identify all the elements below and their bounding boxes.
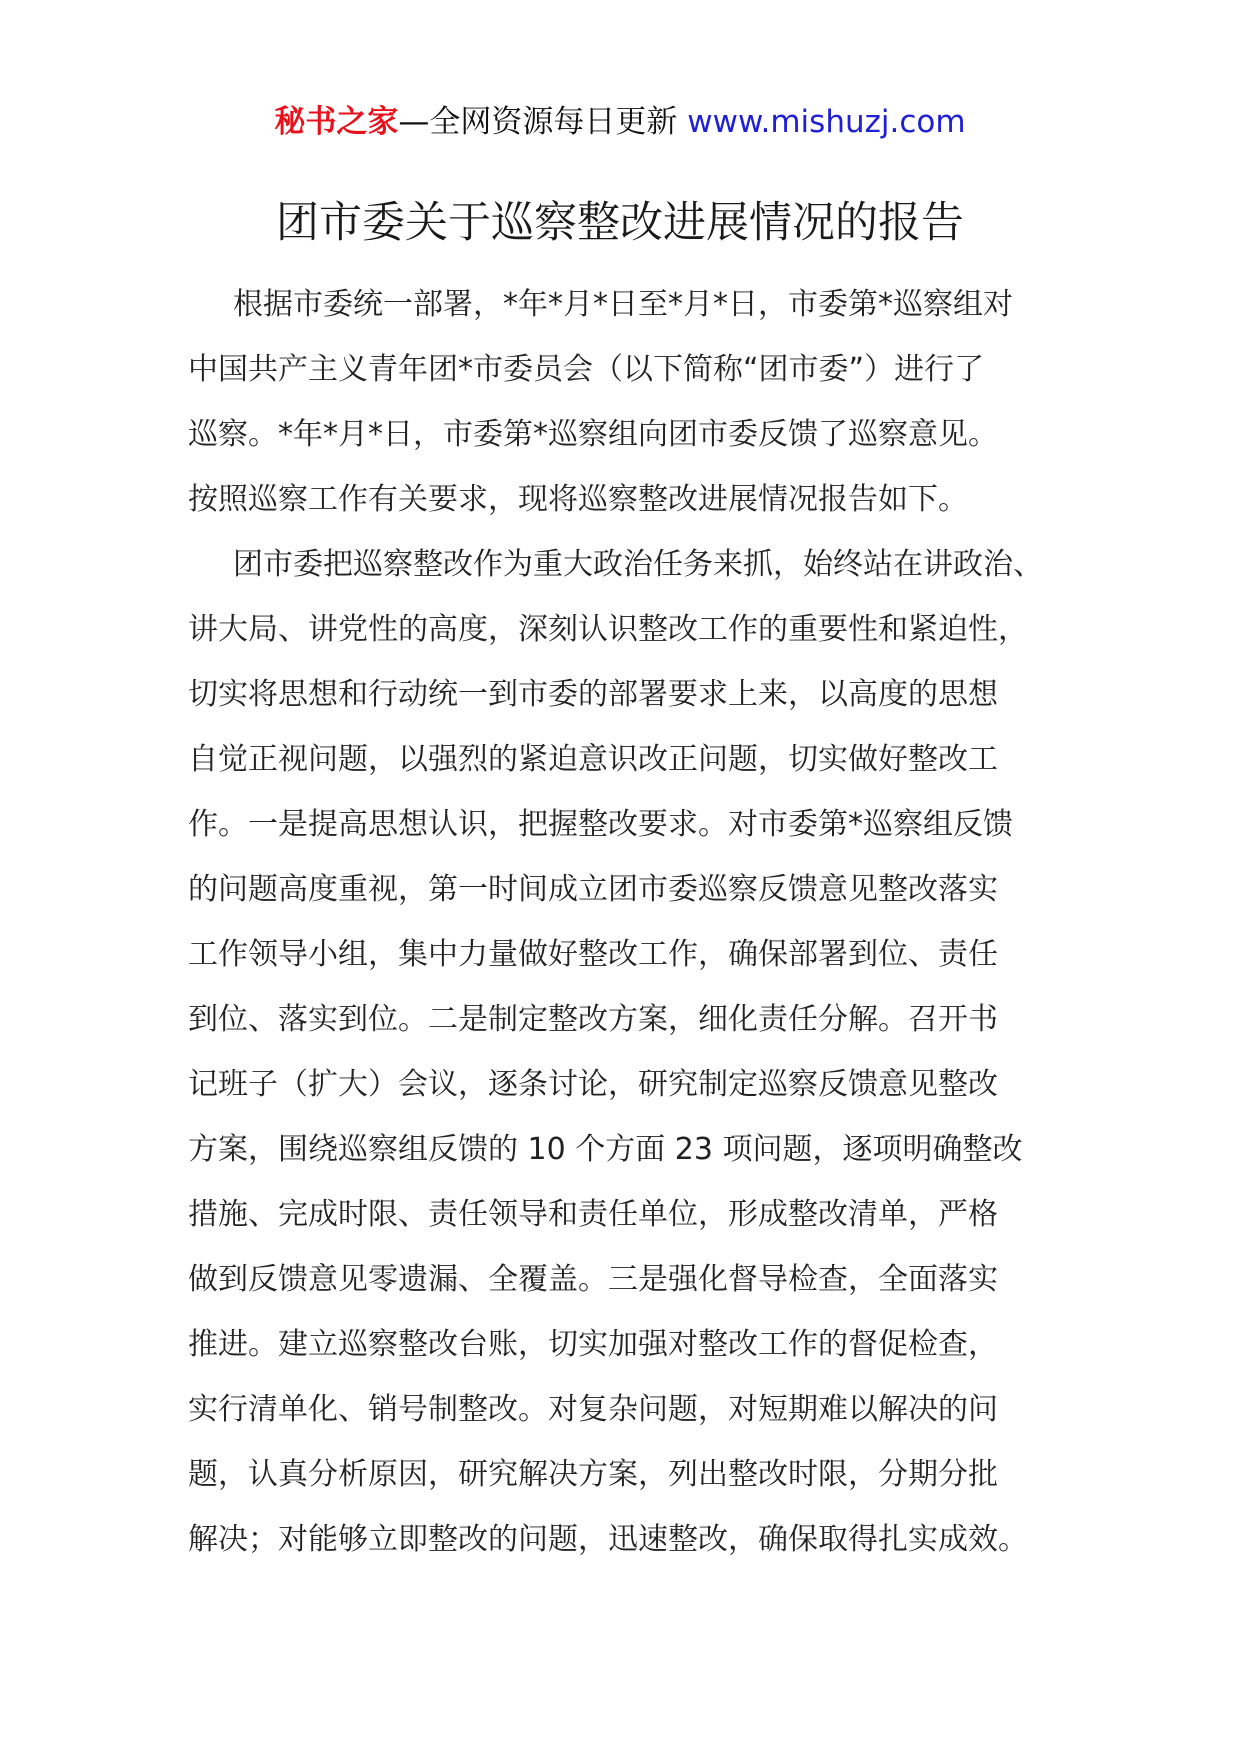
paragraph-line: 的问题高度重视，第一时间成立团市委巡察反馈意见整改落实 bbox=[188, 872, 998, 907]
paragraph-line: 切实将思想和行动统一到市委的部署要求上来，以高度的思想 bbox=[188, 677, 998, 712]
paragraph-line: 实行清单化、销号制整改。对复杂问题，对短期难以解决的问 bbox=[188, 1392, 998, 1427]
paragraph-line: 措施、完成时限、责任领导和责任单位，形成整改清单，严格 bbox=[188, 1197, 998, 1232]
banner-tagline: —全网资源每日更新 bbox=[398, 104, 688, 140]
paragraph-line: 解决；对能够立即整改的问题，迅速整改，确保取得扎实成效。 bbox=[188, 1522, 1028, 1557]
paragraph-line: 推进。建立巡察整改台账，切实加强对整改工作的督促检查， bbox=[188, 1327, 998, 1362]
paragraph-line: 按照巡察工作有关要求，现将巡察整改进展情况报告如下。 bbox=[188, 482, 968, 517]
document-body bbox=[188, 272, 1068, 1572]
document-title: 团市委关于巡察整改进展情况的报告 bbox=[276, 198, 964, 248]
paragraph-line: 团市委把巡察整改作为重大政治任务来抓，始终站在讲政治、 bbox=[233, 547, 1043, 582]
brand-name: 秘书之家 bbox=[274, 104, 399, 140]
site-banner bbox=[0, 100, 1240, 144]
paragraph-line: 工作领导小组，集中力量做好整改工作，确保部署到位、责任 bbox=[188, 937, 998, 972]
paragraph-line: 自觉正视问题，以强烈的紧迫意识改正问题，切实做好整改工 bbox=[188, 742, 998, 777]
paragraph-line: 作。一是提高思想认识，把握整改要求。对市委第*巡察组反馈 bbox=[188, 807, 1013, 842]
paragraph-line: 讲大局、讲党性的高度，深刻认识整改工作的重要性和紧迫性， bbox=[188, 612, 1028, 647]
paragraph-line: 中国共产主义青年团*市委员会（以下简称“团市委”）进行了 bbox=[188, 352, 985, 387]
paragraph-line: 记班子（扩大）会议，逐条讨论，研究制定巡察反馈意见整改 bbox=[188, 1067, 998, 1102]
paragraph-line: 题，认真分析原因，研究解决方案，列出整改时限，分期分批 bbox=[188, 1457, 998, 1492]
paragraph-line: 巡察。*年*月*日，市委第*巡察组向团市委反馈了巡察意见。 bbox=[188, 417, 998, 452]
paragraph-line: 到位、落实到位。二是制定整改方案，细化责任分解。召开书 bbox=[188, 1002, 998, 1037]
paragraph-line: 根据市委统一部署，*年*月*日至*月*日，市委第*巡察组对 bbox=[233, 287, 1013, 322]
paragraph-line: 方案，围绕巡察组反馈的 10 个方面 23 项问题，逐项明确整改 bbox=[188, 1132, 1023, 1167]
site-url-link[interactable]: www.mishuzj.com bbox=[687, 104, 966, 140]
paragraph-line: 做到反馈意见零遗漏、全覆盖。三是强化督导检查，全面落实 bbox=[188, 1262, 998, 1297]
